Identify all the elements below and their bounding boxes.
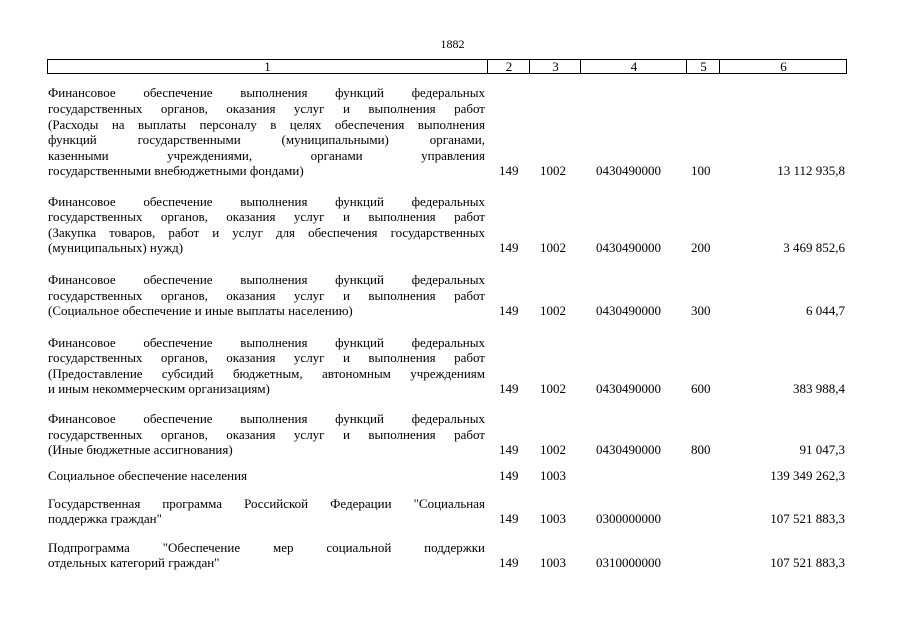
cell-col-2: 149	[499, 163, 519, 179]
table-row	[48, 493, 848, 527]
page-number: 1882	[440, 37, 465, 51]
description-line: Финансовое обеспечение выполнения функций федеральных	[48, 85, 485, 101]
row-description	[48, 411, 485, 458]
description-line: казенными учреждениями, органами управления	[48, 147, 485, 163]
cell-col-2: 149	[499, 511, 519, 527]
cell-col-2: 149	[499, 240, 519, 256]
cell-col-6: 13 112 935,8	[777, 163, 845, 179]
cell-col-4: 0430490000	[596, 442, 661, 458]
row-description	[48, 194, 485, 256]
cell-col-3: 1002	[540, 381, 566, 397]
cell-col-4: 0430490000	[596, 240, 661, 256]
table-row	[48, 466, 848, 484]
cell-col-5: 200	[691, 240, 711, 256]
description-line: государственных органов, оказания услуг и выполнения работ	[48, 350, 485, 366]
description-line: государственных органов, оказания услуг и выполнения работ	[48, 209, 485, 225]
cell-col-6: 383 988,4	[793, 381, 845, 397]
cell-col-3: 1002	[540, 303, 566, 319]
cell-col-3: 1003	[540, 511, 566, 527]
cell-col-6: 91 047,3	[799, 442, 845, 458]
header-col-2: 2	[487, 60, 530, 73]
description-line: Государственная программа Российской Федерации "Социальная	[48, 495, 485, 511]
cell-col-5: 100	[691, 163, 711, 179]
description-line: функций государственными (муниципальными) органами,	[48, 132, 485, 148]
row-description	[48, 468, 485, 484]
cell-col-3: 1002	[540, 240, 566, 256]
description-line: Финансовое обеспечение выполнения функций федеральных	[48, 334, 485, 350]
table-row	[48, 406, 848, 458]
cell-col-2: 149	[499, 381, 519, 397]
row-description	[48, 335, 485, 397]
description-line: Финансовое обеспечение выполнения функций федеральных	[48, 272, 485, 288]
table-row	[48, 537, 848, 571]
cell-col-4: 0430490000	[596, 303, 661, 319]
cell-col-5: 300	[691, 303, 711, 319]
description-line: (Иные бюджетные ассигнования)	[48, 442, 233, 458]
cell-col-2: 149	[499, 303, 519, 319]
header-col-6: 6	[719, 60, 847, 73]
cell-col-6: 139 349 262,3	[770, 468, 845, 484]
cell-col-4: 0430490000	[596, 163, 661, 179]
row-description	[48, 272, 485, 319]
table-row	[48, 329, 848, 397]
cell-col-4: 0430490000	[596, 381, 661, 397]
description-line: и иным некоммерческим организациям)	[48, 381, 270, 397]
description-line: Социальное обеспечение населения	[48, 468, 248, 484]
description-line: (муниципальных) нужд)	[48, 240, 184, 256]
cell-col-3: 1002	[540, 442, 566, 458]
description-line: Финансовое обеспечение выполнения функций федеральных	[48, 411, 485, 427]
cell-col-2: 149	[499, 442, 519, 458]
table-header	[47, 59, 847, 74]
description-line: отдельных категорий граждан"	[48, 555, 220, 571]
description-line: государственных органов, оказания услуг и выполнения работ	[48, 101, 485, 117]
header-col-1: 1	[264, 59, 271, 74]
cell-col-4: 0310000000	[596, 555, 661, 571]
cell-col-3: 1003	[540, 555, 566, 571]
description-line: поддержка граждан"	[48, 511, 162, 527]
description-line: государственных органов, оказания услуг и выполнения работ	[48, 426, 485, 442]
cell-col-6: 6 044,7	[806, 303, 845, 319]
description-line: Подпрограмма "Обеспечение мер социальной поддержки	[48, 539, 485, 555]
row-description	[48, 85, 485, 179]
cell-col-3: 1003	[540, 468, 566, 484]
cell-col-6: 107 521 883,3	[770, 555, 845, 571]
description-line: государственными внебюджетными фондами)	[48, 163, 304, 179]
cell-col-2: 149	[499, 468, 519, 484]
cell-col-6: 3 469 852,6	[783, 240, 845, 256]
table-row	[48, 188, 848, 256]
cell-col-2: 149	[499, 555, 519, 571]
cell-col-5: 600	[691, 381, 711, 397]
description-line: Финансовое обеспечение выполнения функций федеральных	[48, 193, 485, 209]
cell-col-4: 0300000000	[596, 511, 661, 527]
row-description	[48, 540, 485, 571]
table-row	[48, 78, 848, 179]
header-col-3: 3	[529, 60, 581, 73]
cell-col-5: 800	[691, 442, 711, 458]
table-row	[48, 267, 848, 319]
description-line: (Расходы на выплаты персоналу в целях обеспечения выполнения	[48, 116, 485, 132]
header-col-5: 5	[686, 60, 720, 73]
description-line: (Социальное обеспечение и иные выплаты населению)	[48, 303, 353, 319]
description-line: (Предоставление субсидий бюджетным, автономным учреждениям	[48, 365, 485, 381]
cell-col-3: 1002	[540, 163, 566, 179]
cell-col-6: 107 521 883,3	[770, 511, 845, 527]
row-description	[48, 496, 485, 527]
header-col-4: 4	[580, 60, 687, 73]
description-line: государственных органов, оказания услуг и выполнения работ	[48, 287, 485, 303]
description-line: (Закупка товаров, работ и услуг для обеспечения государственных	[48, 224, 485, 240]
